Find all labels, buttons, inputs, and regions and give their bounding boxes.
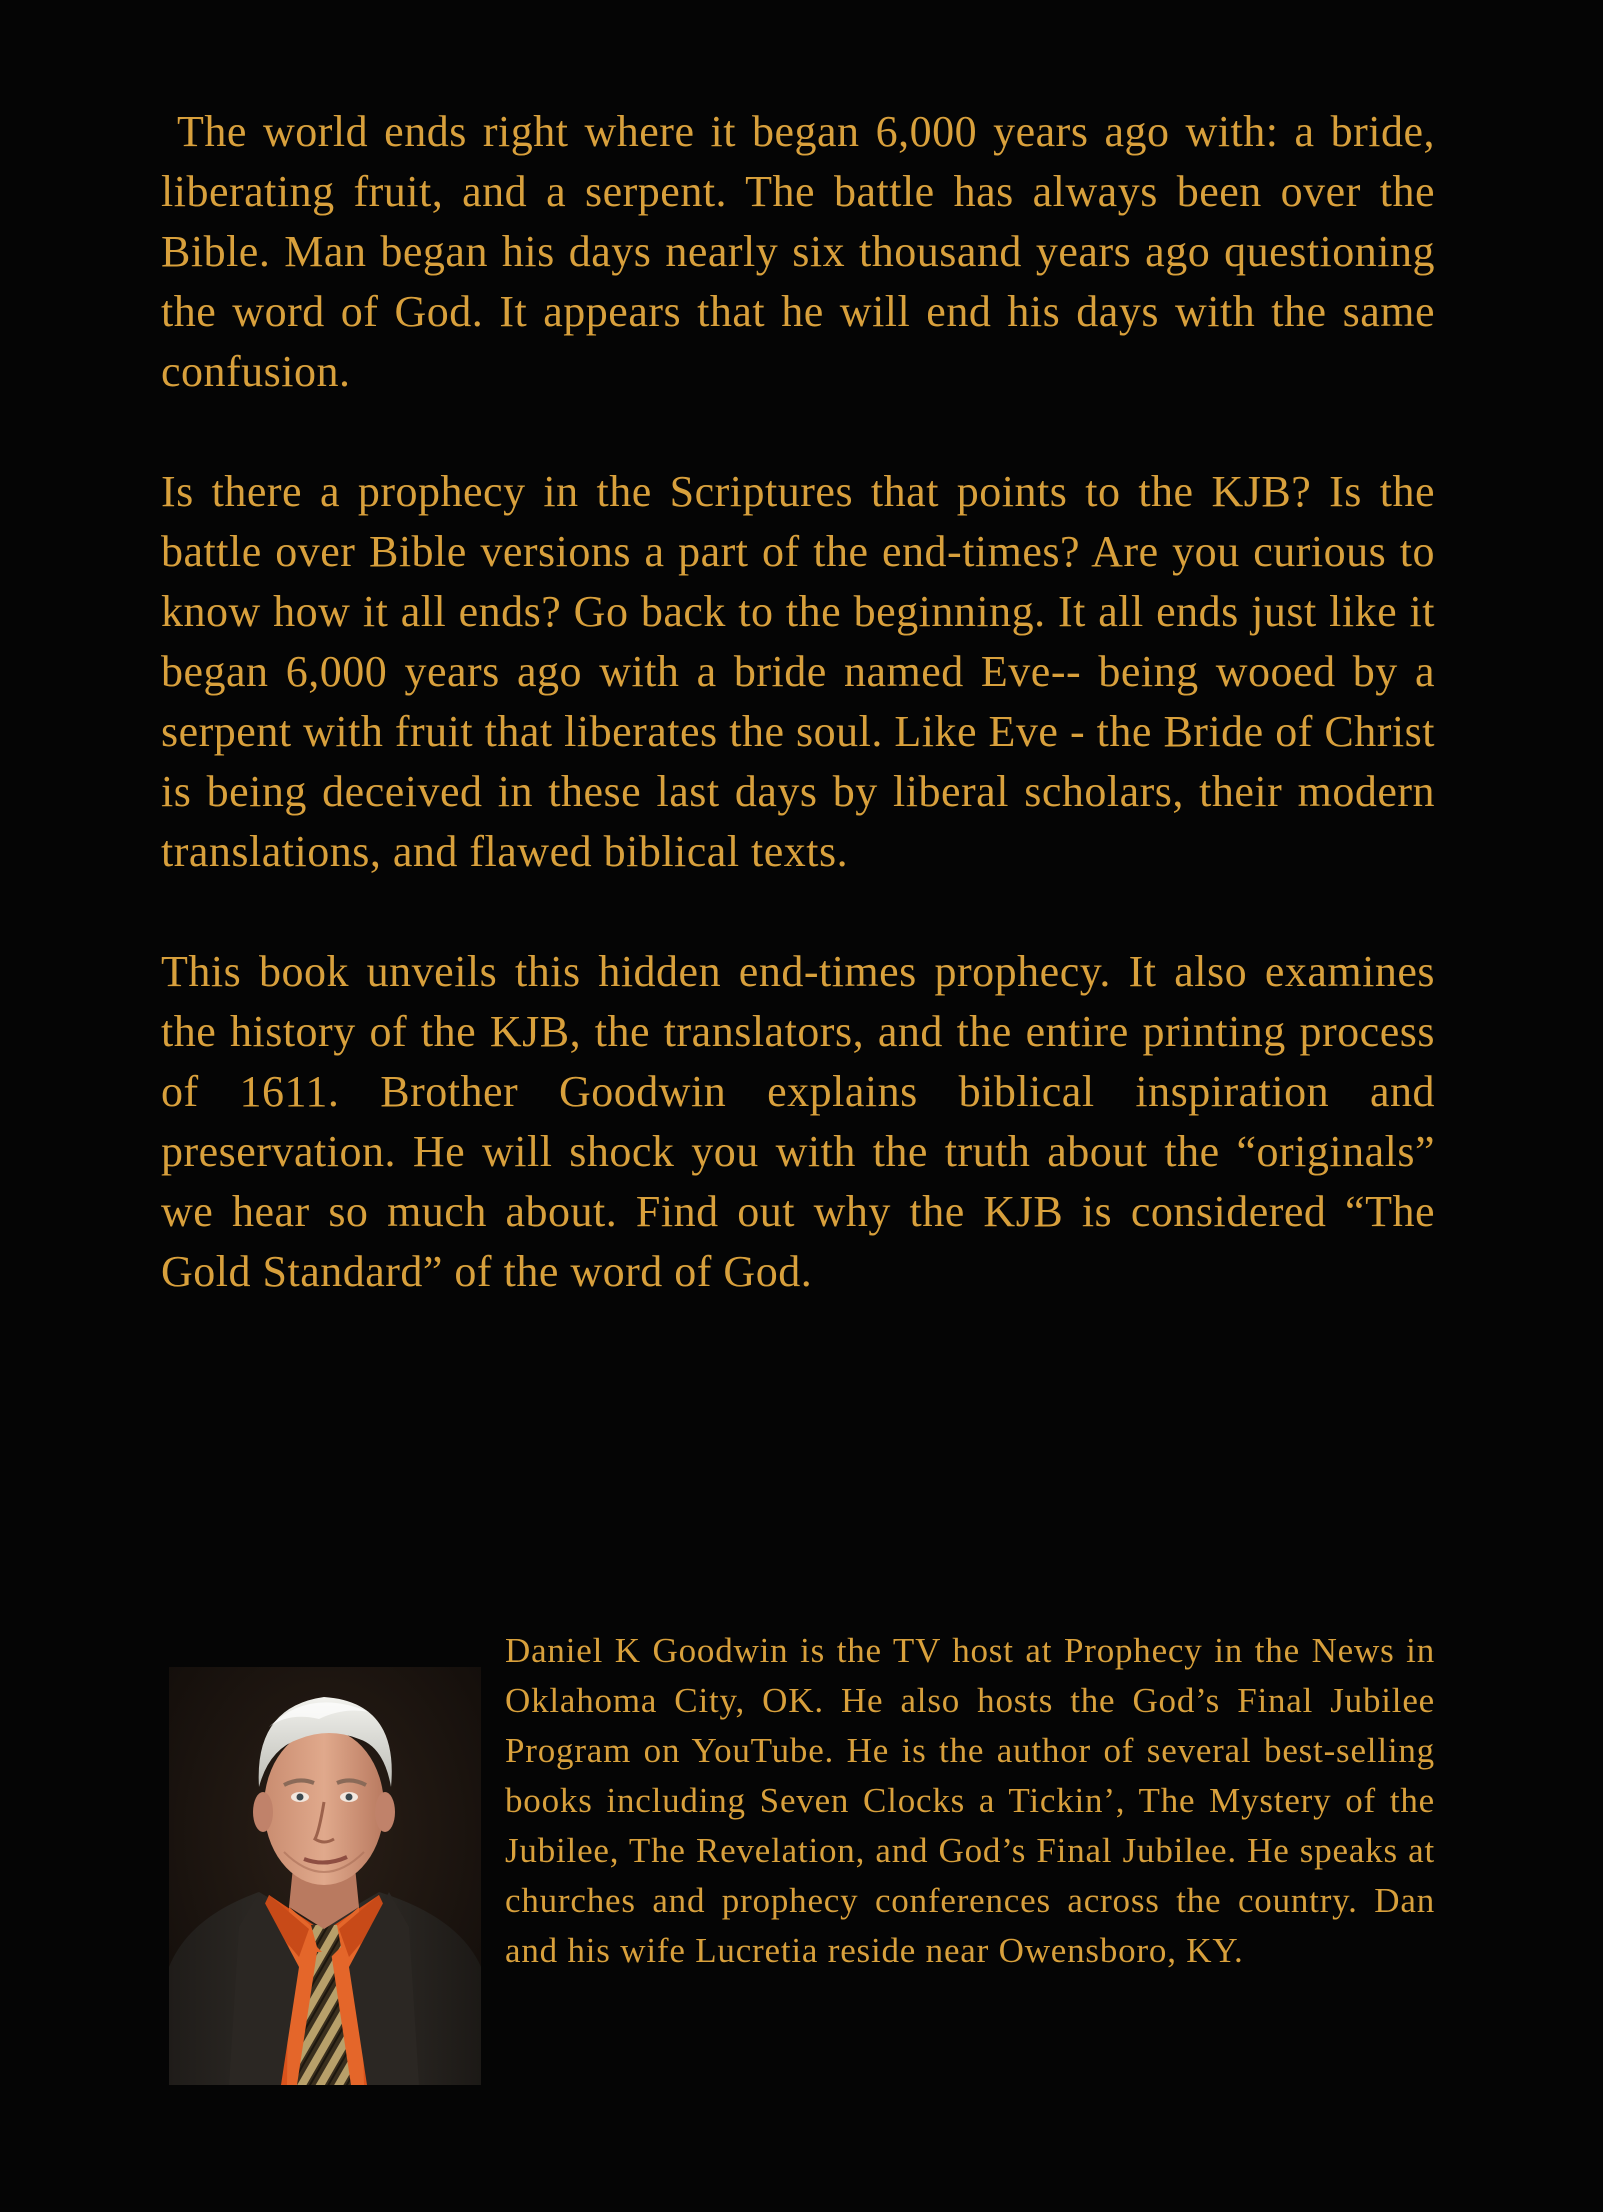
book-blurb: [161, 102, 1435, 1302]
author-photo: [169, 1667, 481, 2085]
blurb-paragraph-3: This book unveils this hidden end-times prophecy. It also examines the history of the KJB, the translators, and the entire printing process of 1611. Brother Goodwin explains biblical inspiration and preservation. He will shock you with the truth about the “originals” we hear so much about. Find out why the KJB is considered “The Gold Standard” of the word of God.: [161, 947, 1435, 1296]
author-portrait-image: [169, 1667, 481, 2085]
blurb-paragraph-2: Is there a prophecy in the Scriptures that points to the KJB? Is the battle over Bible versions a part of the end-times? Are you curious to know how it all ends? Go back to the beginning. It all ends just like it began 6,000 years ago with a bride named Eve-- being wooed by a serpent with fruit that liberates the soul. Like Eve - the Bride of Christ is being deceived in these last days by liberal scholars, their modern translations, and flawed biblical texts.: [161, 467, 1435, 876]
blurb-paragraph-1: The world ends right where it began 6,000 years ago with: a bride, liberating fruit, and a serpent. The battle has always been over the Bible. Man began his days nearly six thousand years ago questioning the word of God. It appears that he will end his days with the same confusion.: [161, 107, 1435, 396]
author-bio: Daniel K Goodwin is the TV host at Prophecy in the News in Oklahoma City, OK. He also hosts the God’s Final Jubilee Program on YouTube. He is the author of several best-selling books including Seven Clocks a Tickin’, The Mystery of the Jubilee, The Revelation, and God’s Final Jubilee. He speaks at churches and prophecy conferences across the country. Dan and his wife Lucretia reside near Owensboro, KY.: [505, 1631, 1435, 1970]
